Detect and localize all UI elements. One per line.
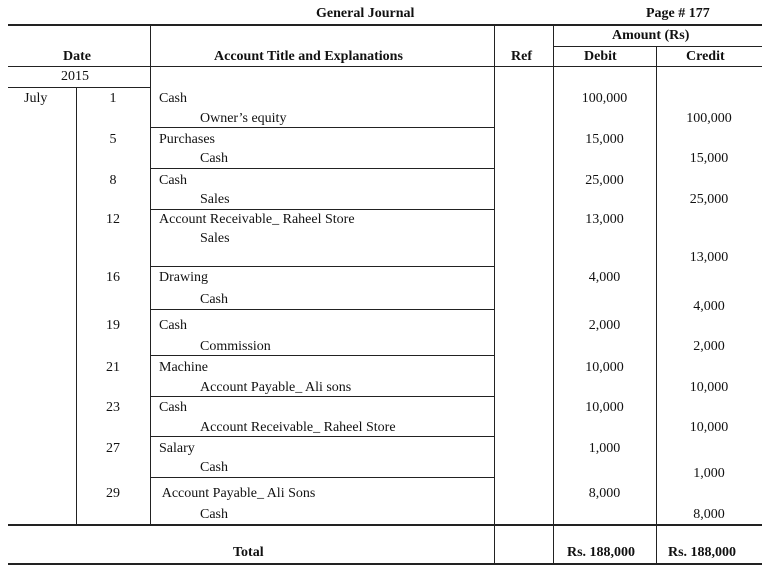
debit-amount: 15,000 [585,132,624,147]
credit-account: Account Receivable_ Raheel Store [200,420,396,435]
credit-amount: 10,000 [689,380,729,395]
entry-separator [150,396,494,397]
debit-account: Purchases [159,132,215,147]
credit-account: Sales [200,192,230,207]
entry-day: 19 [106,318,120,333]
debit-account: Cash [159,318,187,333]
credit-amount: 100,000 [686,111,732,126]
entry-day: 16 [106,270,120,285]
credit-account: Owner’s equity [200,111,287,126]
amount-subheader-rule [553,46,762,47]
credit-account: Cash [200,292,228,307]
debit-amount: 10,000 [585,400,624,415]
total-label: Total [233,545,264,560]
month-day-rule [76,87,77,525]
page-title: General Journal [316,6,415,21]
entry-separator [150,127,494,128]
total-credit: Rs. 188,000 [668,545,737,560]
entry-separator [150,168,494,169]
credit-amount: 25,000 [689,192,729,207]
credit-amount: 8,000 [693,507,725,522]
debit-amount: 2,000 [588,318,621,333]
entry-separator [150,355,494,356]
debit-account: Drawing [159,270,208,285]
table-top-border [8,24,762,26]
debit-account: Account Payable_ Ali Sons [159,486,316,501]
year-label: 2015 [61,69,89,84]
debit-header: Debit [584,49,617,64]
account-header: Account Title and Explanations [214,49,403,64]
entry-separator [150,477,494,478]
debit-account: Cash [159,400,187,415]
credit-amount: 2,000 [693,339,725,354]
entry-separator [150,209,494,210]
entry-day: 29 [106,486,120,501]
debit-amount: 13,000 [585,212,624,227]
entry-day: 27 [106,441,120,456]
header-bottom-rule [8,66,762,67]
credit-account: Cash [200,151,228,166]
date-column-rule [150,24,151,525]
debit-amount: 25,000 [585,173,624,188]
entry-day: 21 [106,360,120,375]
debit-account: Salary [159,441,195,456]
entry-day: 1 [109,91,117,106]
credit-amount: 15,000 [689,151,729,166]
entry-day: 8 [109,173,117,188]
credit-header: Credit [686,49,725,64]
credit-account: Cash [200,460,228,475]
amount-header: Amount (Rs) [612,28,690,43]
debit-amount: 1,000 [588,441,621,456]
credit-amount: 13,000 [689,250,729,265]
debit-account: Account Receivable_ Raheel Store [159,212,355,227]
entry-separator [150,309,494,310]
credit-amount: 1,000 [693,466,725,481]
debit-account: Cash [159,91,187,106]
debit-account: Machine [159,360,208,375]
debit-amount: 8,000 [588,486,621,501]
table-bottom-border [8,563,762,565]
entries-bottom-border [8,524,762,526]
credit-amount: 10,000 [689,420,729,435]
entry-day: 12 [106,212,120,227]
entry-separator [150,436,494,437]
entry-day: 5 [109,132,117,147]
debit-amount: 10,000 [585,360,624,375]
credit-amount: 4,000 [693,299,725,314]
credit-account: Sales [200,231,230,246]
account-ref-rule [494,24,495,564]
entry-day: 23 [106,400,120,415]
month-label: July [24,91,48,106]
date-header: Date [63,49,91,64]
credit-account: Account Payable_ Ali sons [200,380,352,395]
page-number: Page # 177 [646,6,710,21]
year-row-rule [8,87,150,88]
ref-header: Ref [511,49,532,64]
credit-account: Cash [200,507,228,522]
debit-account: Cash [159,173,187,188]
credit-account: Commission [200,339,271,354]
total-debit: Rs. 188,000 [567,545,636,560]
debit-amount: 100,000 [581,91,628,106]
debit-amount: 4,000 [588,270,621,285]
entry-separator [150,266,494,267]
